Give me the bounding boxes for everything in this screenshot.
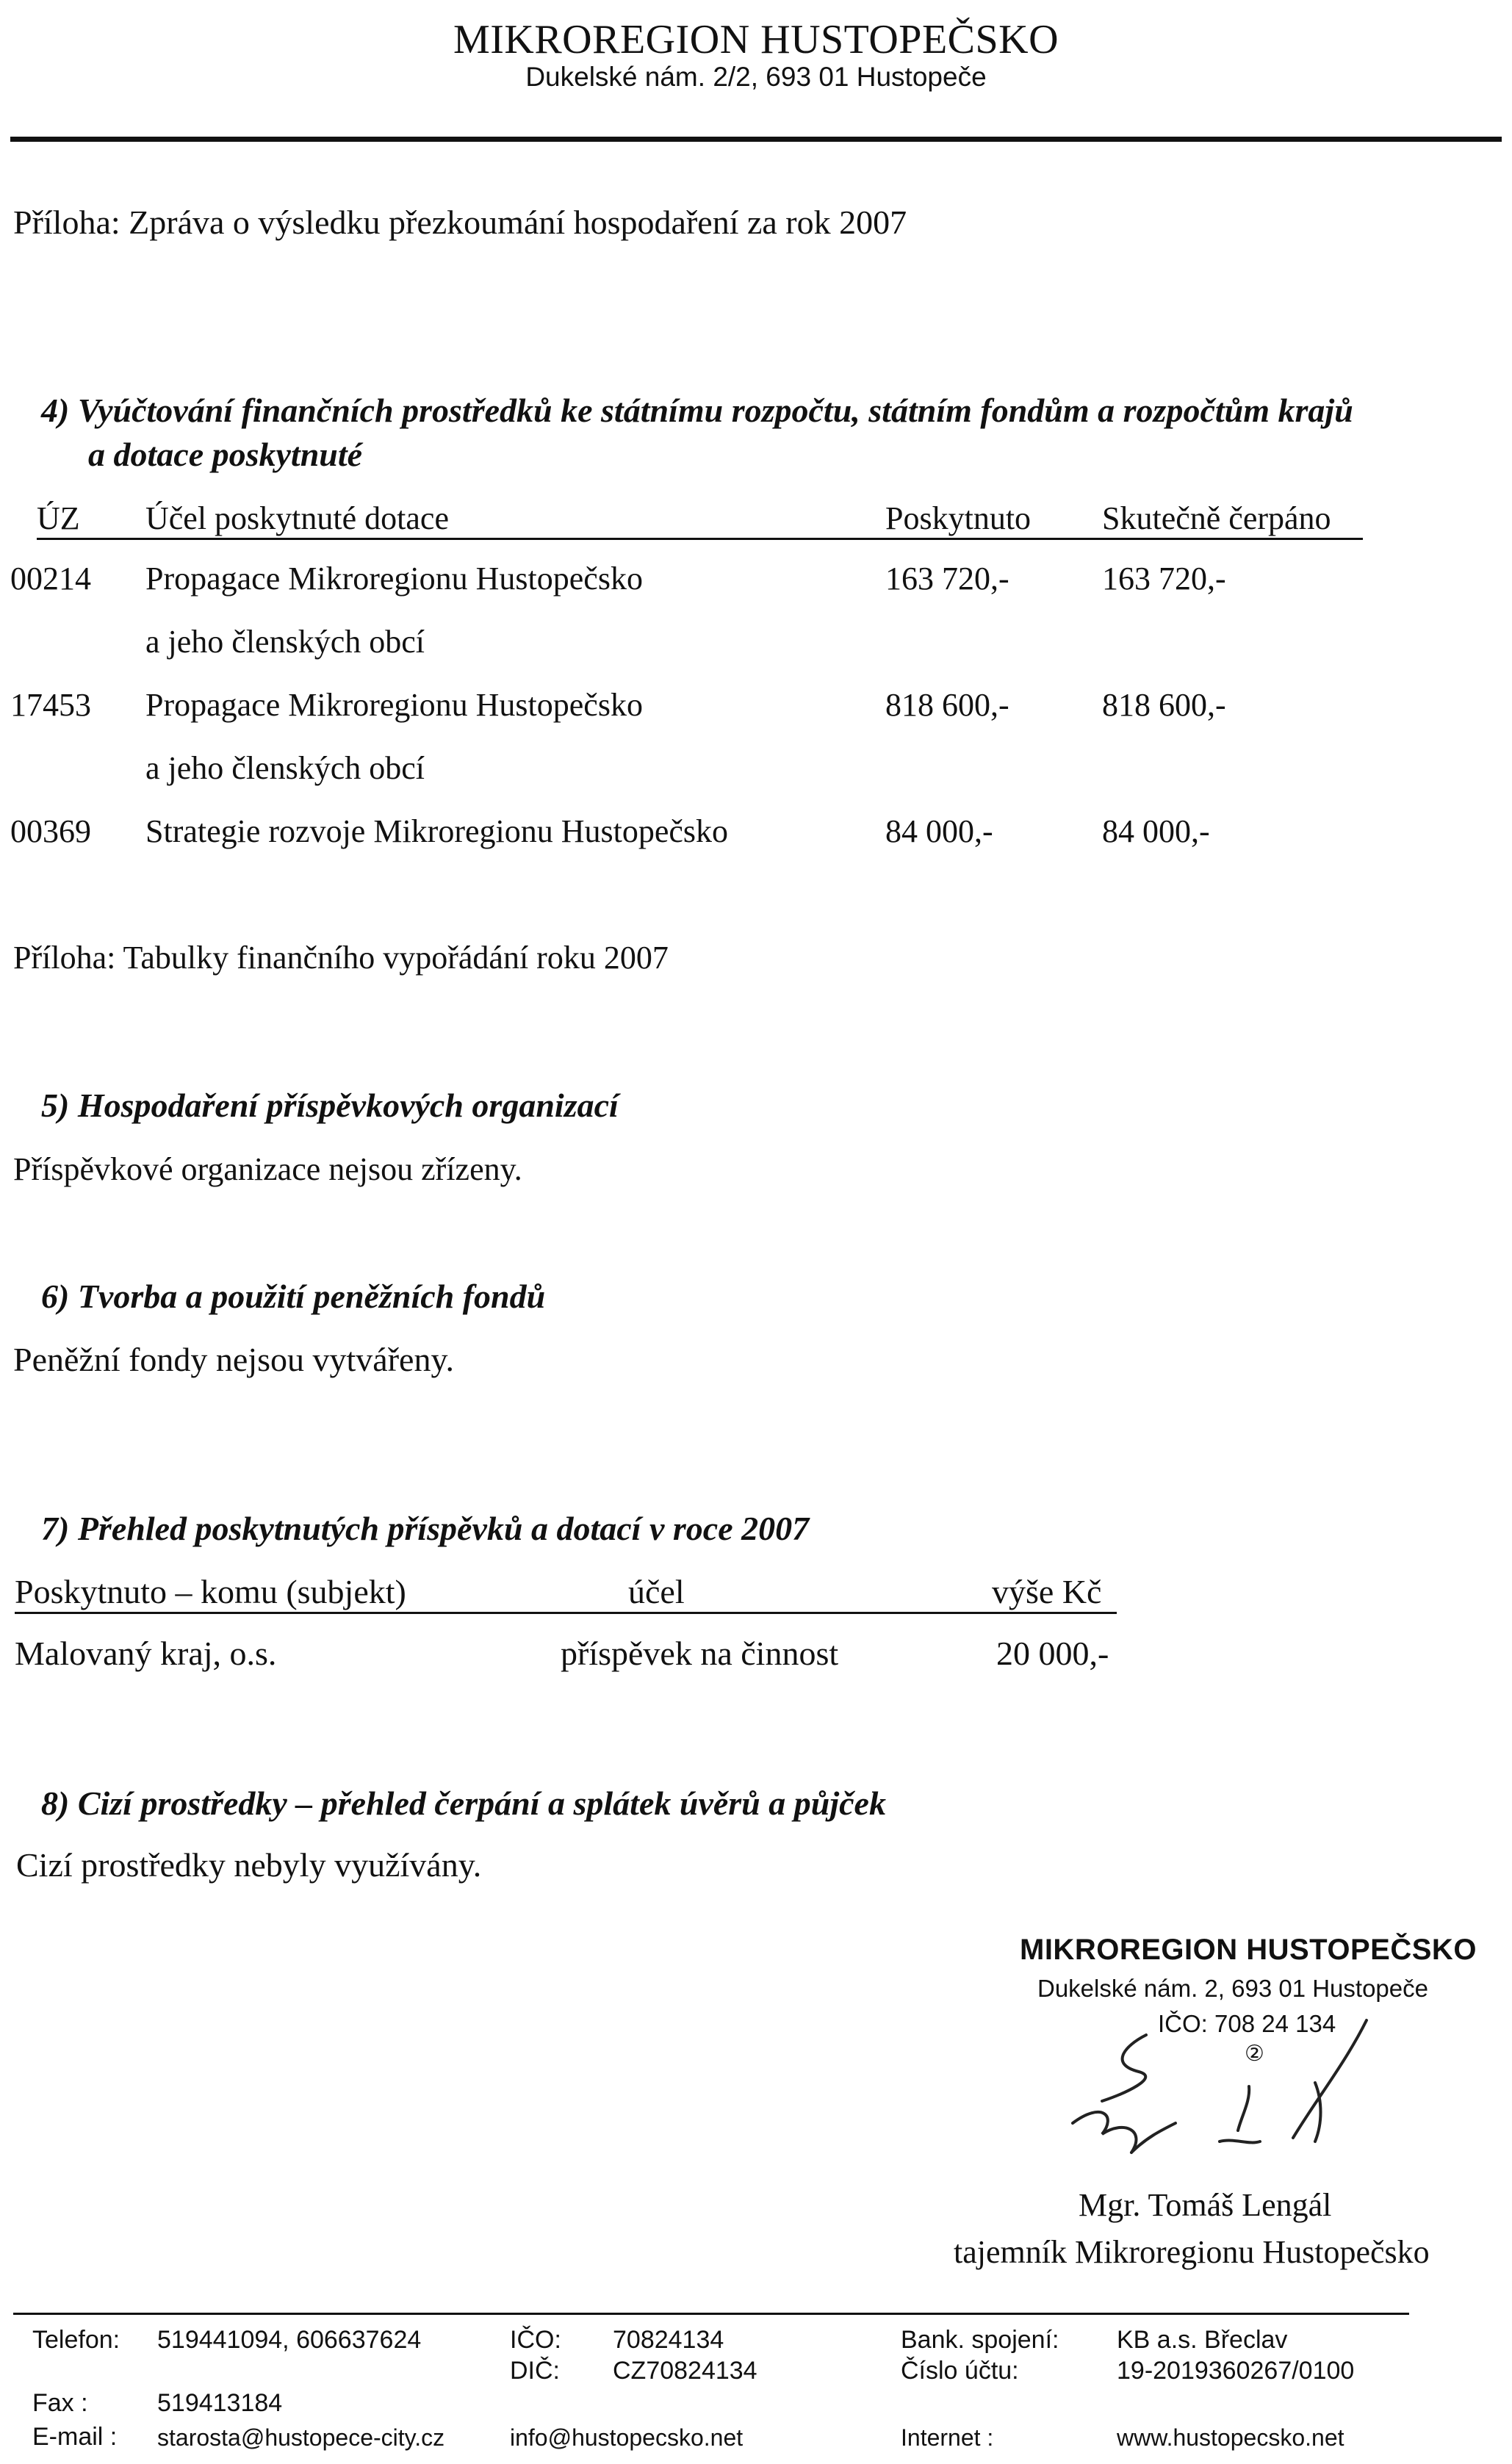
col-header-used: Skutečně čerpáno bbox=[1102, 500, 1331, 536]
footer-bank: KB a.s. Břeclav bbox=[1117, 2326, 1288, 2354]
section4-heading: 4) Vyúčtování finančních prostředků ke státnímu rozpočtu, státním fondům a rozpočtům krajů bbox=[41, 392, 1353, 429]
footer-email-label: E-mail : bbox=[32, 2423, 118, 2451]
footer-email2: info@hustopecsko.net bbox=[510, 2424, 744, 2451]
section5-text: Příspěvkové organizace nejsou zřízeny. bbox=[13, 1151, 522, 1187]
table-row-provided: 818 600,- bbox=[885, 687, 1009, 723]
section4-heading-cont: a dotace poskytnuté bbox=[88, 436, 363, 473]
footer-ico-label: IČO: bbox=[510, 2326, 561, 2354]
table-row-uz: 17453 bbox=[10, 687, 91, 723]
section8-text: Cizí prostředky nebyly využívány. bbox=[16, 1846, 482, 1884]
section8-heading: 8) Cizí prostředky – přehled čerpání a splátek úvěrů a půjček bbox=[41, 1784, 886, 1822]
table-row-used: 163 720,- bbox=[1102, 561, 1226, 597]
table-row-purpose-cont: a jeho členských obcí bbox=[145, 750, 425, 786]
signatory-role: tajemník Mikroregionu Hustopečsko bbox=[954, 2234, 1430, 2270]
signatory-name: Mgr. Tomáš Lengál bbox=[1079, 2187, 1332, 2223]
table-row-used: 818 600,- bbox=[1102, 687, 1226, 723]
section7-heading: 7) Přehled poskytnutých příspěvků a dotací v roce 2007 bbox=[41, 1510, 810, 1547]
section6-text: Peněžní fondy nejsou vytvářeny. bbox=[13, 1341, 454, 1378]
section6-heading: 6) Tvorba a použití peněžních fondů bbox=[41, 1278, 546, 1315]
table-row-purpose: Strategie rozvoje Mikroregionu Hustopečsko bbox=[145, 813, 729, 849]
table-row-purpose: příspěvek na činnost bbox=[561, 1635, 839, 1672]
footer-internet-label: Internet : bbox=[901, 2424, 994, 2451]
table-row-recipient: Malovaný kraj, o.s. bbox=[15, 1635, 277, 1672]
footer-phone: 519441094, 606637624 bbox=[157, 2326, 422, 2354]
table-row-purpose: Propagace Mikroregionu Hustopečsko bbox=[145, 561, 643, 597]
col-header-uz: ÚZ bbox=[37, 500, 80, 536]
section4-note: Příloha: Tabulky finančního vypořádání roku 2007 bbox=[13, 940, 669, 976]
col-header-provided: Poskytnuto bbox=[885, 500, 1032, 536]
table-row-amount: 20 000,- bbox=[996, 1635, 1109, 1672]
footer-account: 19-2019360267/0100 bbox=[1117, 2357, 1355, 2385]
table-row-uz: 00369 bbox=[10, 813, 91, 849]
footer-bank-label: Bank. spojení: bbox=[901, 2326, 1059, 2354]
table-row-provided: 163 720,- bbox=[885, 561, 1009, 597]
footer-fax-label: Fax : bbox=[32, 2389, 88, 2417]
attachment-title: Příloha: Zpráva o výsledku přezkoumání hospodaření za rok 2007 bbox=[13, 203, 907, 241]
signature bbox=[1058, 2013, 1411, 2182]
footer-email: starosta@hustopece-city.cz bbox=[157, 2424, 445, 2451]
section7-table-header bbox=[15, 1572, 1117, 1614]
footer-ico: 70824134 bbox=[613, 2326, 724, 2354]
table-row-uz: 00214 bbox=[10, 561, 91, 597]
footer-dic-label: DIČ: bbox=[510, 2357, 560, 2385]
stamp-ico: IČO: 708 24 134 bbox=[1158, 2010, 1336, 2037]
stamp-name: MIKROREGION HUSTOPEČSKO bbox=[1020, 1934, 1477, 1966]
footer-fax: 519413184 bbox=[157, 2389, 283, 2417]
organization-address: Dukelské nám. 2/2, 693 01 Hustopeče bbox=[525, 62, 987, 92]
footer-divider bbox=[13, 2313, 1409, 2315]
table-row-purpose: Propagace Mikroregionu Hustopečsko bbox=[145, 687, 643, 723]
footer-internet: www.hustopecsko.net bbox=[1117, 2424, 1344, 2451]
table-row-purpose-cont: a jeho členských obcí bbox=[145, 624, 425, 660]
footer-phone-label: Telefon: bbox=[32, 2326, 120, 2354]
footer-dic: CZ70824134 bbox=[613, 2357, 757, 2385]
col-header-recipient: Poskytnuto – komu (subjekt) bbox=[15, 1573, 406, 1610]
footer-account-label: Číslo účtu: bbox=[901, 2357, 1019, 2385]
table-row-provided: 84 000,- bbox=[885, 813, 993, 849]
header-divider bbox=[10, 137, 1502, 142]
col-header-amount: výše Kč bbox=[992, 1573, 1102, 1610]
stamp-mark: ② bbox=[1245, 2042, 1264, 2066]
section5-heading: 5) Hospodaření příspěvkových organizací bbox=[41, 1087, 619, 1124]
col-header-purpose: účel bbox=[628, 1573, 685, 1610]
section4-table-header bbox=[37, 500, 1363, 540]
organization-title: MIKROREGION HUSTOPEČSKO bbox=[453, 17, 1059, 62]
col-header-purpose: Účel poskytnuté dotace bbox=[145, 500, 449, 536]
table-row-used: 84 000,- bbox=[1102, 813, 1210, 849]
stamp-address: Dukelské nám. 2, 693 01 Hustopeče bbox=[1037, 1975, 1428, 2002]
